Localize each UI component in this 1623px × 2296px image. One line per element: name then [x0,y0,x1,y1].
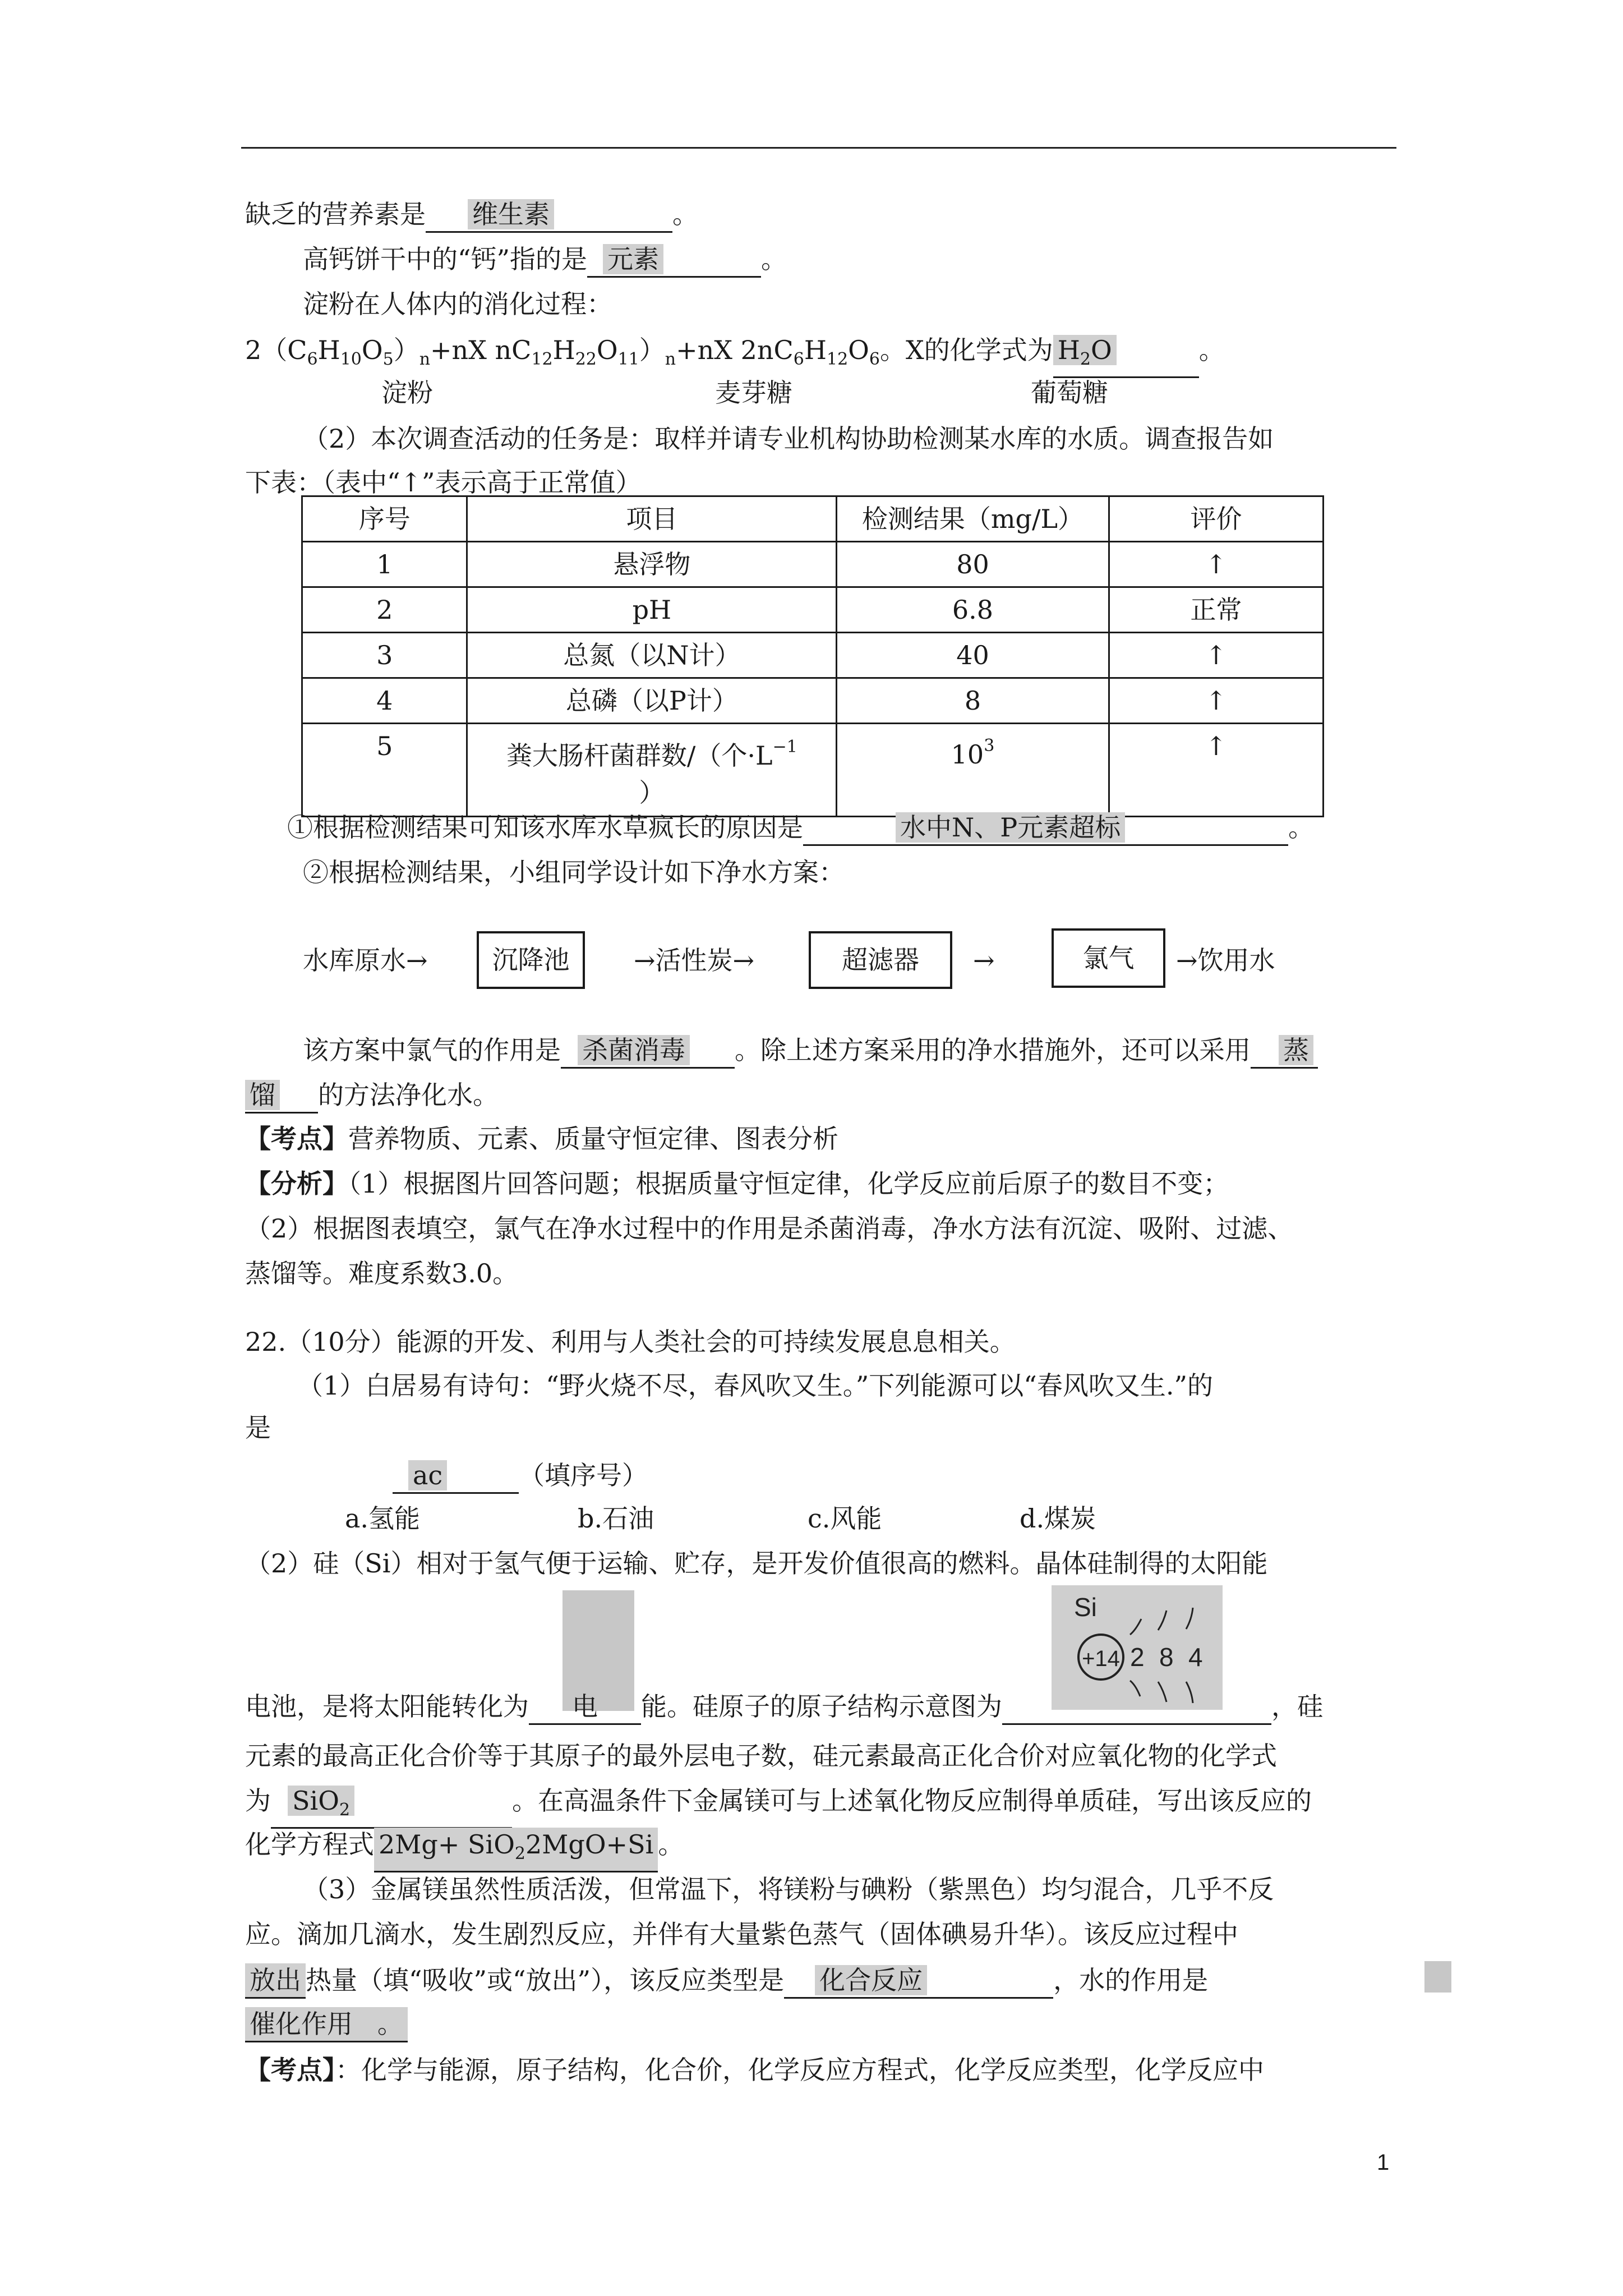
line-q22: 22.（10分）能源的开发、利用与人类社会的可持续发展息息相关。 [245,1327,1016,1357]
si-shell-2: 8 [1159,1642,1174,1672]
answer-ac: ac [408,1460,447,1490]
label-starch: 淀粉 [381,378,433,408]
line-q3: 该方案中氯气的作用是 杀菌消毒 。除上述方案采用的净水措施外，还可以采用 蒸 [303,1033,1318,1069]
answer-release: 放出 [245,1963,306,1999]
line-q22-2e: 化学方程式 2Mg+ SiO$_2$2MgO+Si 。 [245,1828,684,1872]
table-row: 4 总磷（以P计） 8 ↑ [302,678,1324,724]
box-chlorine: 氯气 [1052,928,1165,988]
flow-arrow: → [973,945,995,976]
line-kaodian-1: 【考点】营养物质、元素、质量守恒定律、图表分析 [245,1124,838,1154]
answer-distill-b: 馏 [245,1080,280,1110]
answer-catalyst: 催化作用 。 [245,2007,408,2042]
line-q22-2c: 元素的最高正化合价等于其原子的最外层电子数，硅元素最高正化合价对应氧化物的化学式 [245,1741,1277,1771]
option-c: c.风能 [808,1503,882,1534]
flow-start: 水库原水→ [303,945,428,976]
line-q22-2b: 电池，是将太阳能转化为 电 能。硅原子的原子结构示意图为 ，硅 [245,1690,1323,1725]
table-row: 1 悬浮物 80 ↑ [302,542,1324,587]
header-item: 项目 [467,496,837,542]
si-shell-3: 4 [1188,1642,1203,1672]
line-q22-1c: ac （填序号） [393,1458,648,1494]
table-row: 5 粪大肠杆菌群数/（个$\cdot L^{-1}$ ） $10^3$ ↑ [302,724,1324,817]
header-rule [241,147,1396,149]
header-evaluation: 评价 [1109,496,1323,542]
line-nutrient: 缺乏的营养素是 维生素 。 [245,197,698,233]
answer-water: $H_2O$ [1053,335,1117,365]
line-calcium: 高钙饼干中的“钙”指的是 元素 。 [303,242,787,278]
si-nucleus: +14 [1082,1646,1120,1671]
header-result: 检测结果（mg/L） [837,496,1109,542]
answer-np-exceed: 水中N、P元素超标 [896,812,1125,843]
table-row: 3 总氮（以N计） 40 ↑ [302,633,1324,678]
line-q22-3: （3）金属镁虽然性质活泼，但常温下，将镁粉与碘粉（紫黑色）均匀混合，几乎不反 [303,1874,1274,1904]
option-b: b.石油 [578,1503,654,1534]
answer-sio2: SiO$_2$ [288,1786,354,1816]
line-q2: ②根据检测结果，小组同学设计如下净水方案： [303,857,845,887]
line-q22-3b: 应。滴加几滴水，发生剧烈反应，并伴有大量紫色蒸气（固体碘易升华）。该反应过程中 [245,1919,1238,1949]
si-symbol: Si [1074,1593,1097,1622]
table-row: 2 pH 6.8 正常 [302,587,1324,633]
line-q22-2: （2）硅（Si）相对于氢气便于运输、贮存，是开发价值很高的燃料。晶体硅制得的太阳能 [245,1548,1268,1579]
line-digestion: 淀粉在人体内的消化过程： [303,289,612,319]
table-header-row [302,496,1324,542]
line-task: （2）本次调查活动的任务是：取样并请专业机构协助检测某水库的水质。调查报告如 [303,424,1274,454]
line-table-intro: 下表：（表中“↑”表示高于正常值） [245,467,642,498]
option-a: a.氢能 [345,1503,421,1534]
line-q22-3d [245,2007,408,2042]
option-d: d.煤炭 [1020,1503,1096,1534]
answer-equation: 2Mg+ SiO$_2$2MgO+Si [374,1828,658,1872]
answer-distill-a: 蒸 [1279,1035,1313,1065]
line-equation: $2(C_6H_{10}O_5)_n+nX$ $nC_{12}H_{22}O_{11})_n+nX$ $2nC_6H_{12}O_6$。X的化学式为 $H_2O$ 。 [245,333,1225,378]
si-shell-1: 2 [1130,1642,1145,1672]
box-ultrafilter: 超滤器 [809,931,952,989]
box-settling-tank: 沉降池 [477,931,585,989]
water-quality-table [301,495,1324,817]
line-fenxi-1: 【分析】（1）根据图片回答问题；根据质量守恒定律，化学反应前后原子的数目不变； [245,1168,1229,1199]
answer-combination-reaction: 化合反应 [815,1965,927,1995]
line-q1: ①根据检测结果可知该水库水草疯长的原因是 水中N、P元素超标 。 [287,811,1314,846]
line-q22-2d: 为 SiO$_2$ 。在高温条件下金属镁可与上述氧化物反应制得单质硅，写出该反应的 [245,1784,1312,1829]
line-q22-1b: 是 [245,1412,271,1443]
line-q3b: 馏 的方法净化水。 [245,1078,499,1114]
line-kaodian-2: 【考点】：化学与能源，原子结构，化合价，化学反应方程式，化学反应类型，化学反应中 [245,2055,1264,2085]
label-maltose: 麦芽糖 [715,378,792,408]
line-q22-1: （1）白居易有诗句：“野火烧不尽，春风吹又生。”下列能源可以“春风吹又生.”的 [297,1370,1213,1401]
answer-electric: 电 [572,1691,598,1722]
answer-sterilize: 杀菌消毒 [578,1035,690,1065]
flow-activated-carbon: →活性炭→ [634,945,755,976]
header-no: 序号 [302,496,467,542]
margin-mark [1424,1961,1451,1993]
label-glucose: 葡萄糖 [1031,378,1108,408]
line-fenxi-2: （2）根据图表填空，氯气在净水过程中的作用是杀菌消毒，净水方法有沉淀、吸附、过滤、 [245,1213,1294,1244]
answer-element: 元素 [603,244,663,274]
line-fenxi-3: 蒸馏等。难度系数3.0。 [245,1258,519,1289]
flow-end: →饮用水 [1176,945,1275,976]
answer-vitamin: 维生素 [468,199,554,229]
page-number: 1 [1377,2150,1390,2175]
line-q22-3c: 放出 热量（填“吸收”或“放出”），该反应类型是 化合反应 ，水的作用是 [245,1963,1208,1999]
